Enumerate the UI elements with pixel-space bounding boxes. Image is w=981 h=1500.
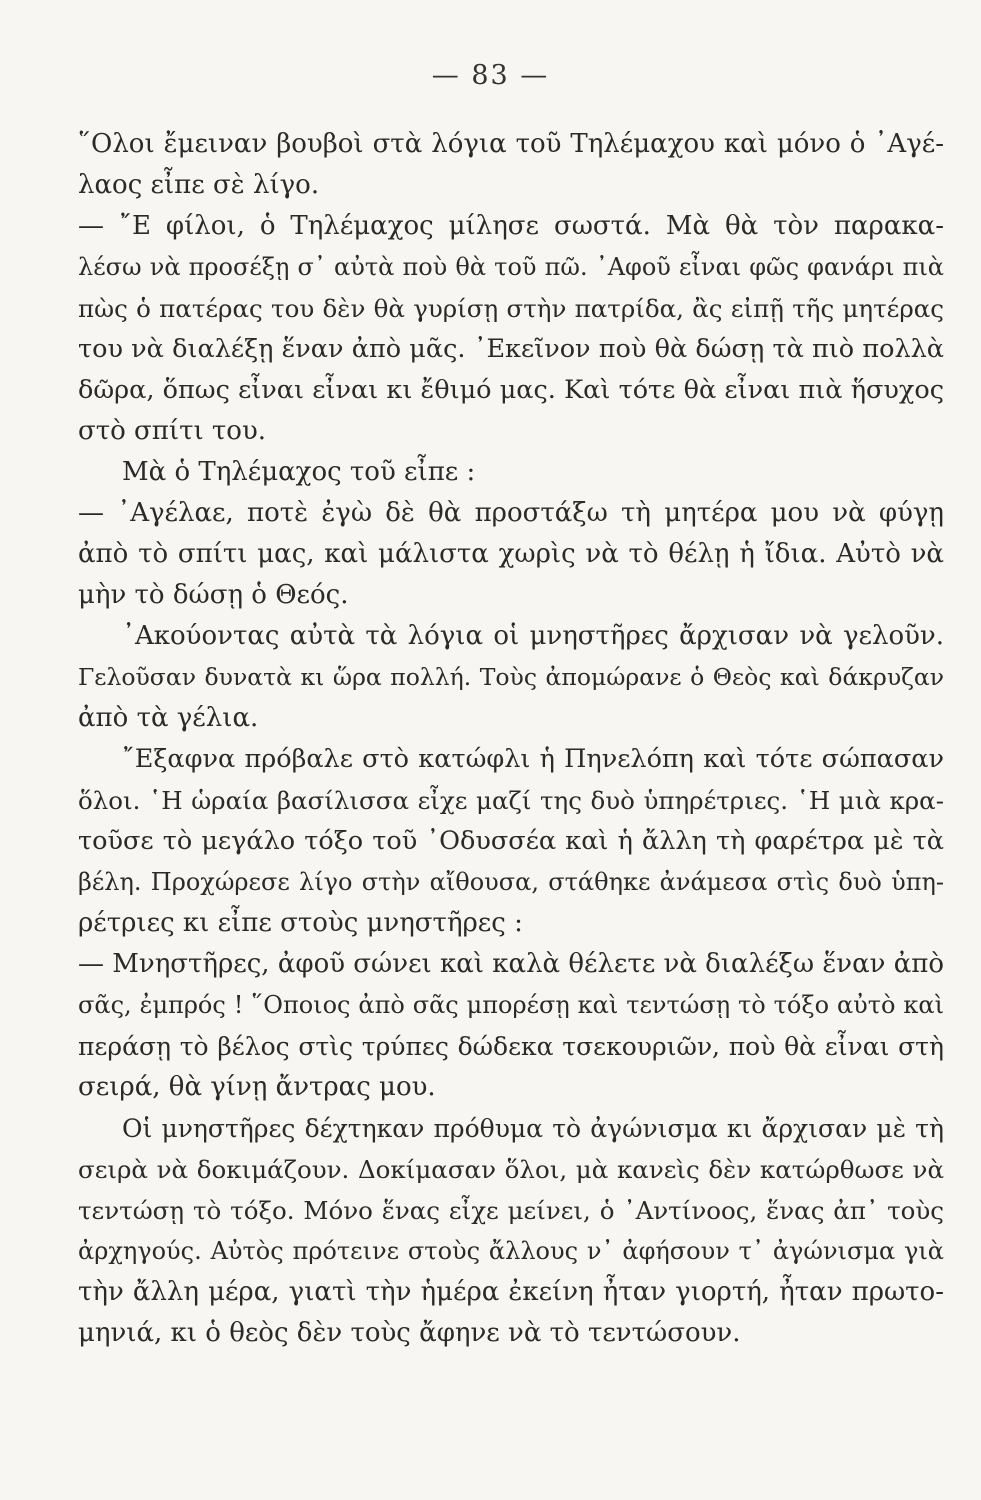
text-line: τοῦσε τὸ μεγάλο τόξο τοῦ ᾿Οδυσσέα καὶ ἡ ἄλλη τὴ φαρέτρα μὲ τὰ: [78, 826, 944, 856]
text-line: ῎Εξαφνα πρόβαλε στὸ κατώφλι ἡ Πηνελόπη καὶ τότε σώπασαν: [122, 744, 944, 774]
text-line: μηνιά, κι ὁ θεὸς δὲν τοὺς ἄφηνε νὰ τὸ τεντώσουν.: [78, 1318, 741, 1348]
text-line: λέσω νὰ προσέξῃ σ᾿ αὐτὰ ποὺ θὰ τοῦ πῶ. ᾿Αφοῦ εἶναι φῶς φανάρι πιὰ: [78, 253, 944, 281]
text-line: τεντώσῃ τὸ τόξο. Μόνο ἕνας εἶχε μείνει, ὁ ᾿Αντίνοος, ἕνας ἀπ᾿ τοὺς: [78, 1196, 944, 1225]
text-line: σειρὰ νὰ δοκιμάζουν. Δοκίμασαν ὅλοι, μὰ κανεὶς δὲν κατώρθωσε νὰ: [78, 1155, 944, 1184]
text-line: Γελοῦσαν δυνατὰ κι ὥρα πολλή. Τοὺς ἀπομώρανε ὁ Θεὸς καὶ δάκρυζαν: [78, 663, 944, 691]
text-line: του νὰ διαλέξῃ ἕναν ἀπὸ μᾶς. ᾿Εκεῖνον ποὺ θὰ δώσῃ τὰ πιὸ πολλὰ: [78, 334, 944, 364]
text-line: σειρά, θὰ γίνῃ ἄντρας μου.: [78, 1072, 436, 1102]
text-line: ἀπὸ τὸ σπίτι μας, καὶ μάλιστα χωρὶς νὰ τὸ θέλῃ ἡ ἴδια. Αὐτὸ νὰ: [78, 539, 944, 569]
text-line: — Μνηστῆρες, ἀφοῦ σώνει καὶ καλὰ θέλετε νὰ διαλέξω ἕναν ἀπὸ: [78, 949, 944, 979]
text-line: πὼς ὁ πατέρας του δὲν θὰ γυρίσῃ στὴν πατρίδα, ἂς εἰπῇ τῆς μητέρας: [78, 294, 944, 323]
text-line: μὴν τὸ δώσῃ ὁ Θεός.: [78, 580, 349, 610]
text-line: Οἱ μνηστῆρες δέχτηκαν πρόθυμα τὸ ἀγώνισμα κι ἄρχισαν μὲ τὴ: [122, 1114, 944, 1143]
text-line: λαος εἶπε σὲ λίγο.: [78, 170, 320, 200]
body-text: [78, 124, 944, 1354]
text-line: ἀρχηγούς. Αὐτὸς πρότεινε στοὺς ἄλλους ν᾿ ἀφήσουν τ᾿ ἀγώνισμα γιὰ: [78, 1237, 944, 1265]
text-line: περάσῃ τὸ βέλος στὶς τρύπες δώδεκα τσεκουριῶν, ποὺ θὰ εἶναι στὴ: [78, 1032, 944, 1061]
text-line: Μὰ ὁ Τηλέμαχος τοῦ εἶπε :: [122, 457, 476, 487]
page-number: — 83 —: [431, 60, 550, 91]
text-line: ᾿Ακούοντας αὐτὰ τὰ λόγια οἱ μνηστῆρες ἄρχισαν νὰ γελοῦν.: [122, 621, 944, 651]
text-line: ὅλοι. ῾Η ὡραία βασίλισσα εἶχε μαζί της δυὸ ὑπηρέτριες. ῾Η μιὰ κρα-: [78, 786, 944, 815]
text-line: — ῎Ε φίλοι, ὁ Τηλέμαχος μίλησε σωστά. Μὰ θὰ τὸν παρακα-: [78, 211, 944, 241]
text-line: τὴν ἄλλη μέρα, γιατὶ τὴν ἡμέρα ἐκείνη ἦταν γιορτή, ἦταν πρωτο-: [78, 1277, 944, 1307]
text-line: ῞Ολοι ἔμειναν βουβοὶ στὰ λόγια τοῦ Τηλέμαχου καὶ μόνο ὁ ᾿Αγέ-: [78, 129, 944, 159]
text-line: βέλη. Προχώρεσε λίγο στὴν αἴθουσα, στάθηκε ἀνάμεσα στὶς δυὸ ὑπη-: [78, 868, 944, 896]
text-line: ἀπὸ τὰ γέλια.: [78, 703, 259, 733]
text-line: — ᾿Αγέλαε, ποτὲ ἐγὼ δὲ θὰ προστάξω τὴ μητέρα μου νὰ φύγῃ: [78, 498, 944, 528]
text-line: ρέτριες κι εἶπε στοὺς μνηστῆρες :: [78, 908, 523, 938]
text-line: δῶρα, ὅπως εἶναι εἶναι κι ἔθιμό μας. Καὶ τότε θὰ εἶναι πιὰ ἥσυχος: [78, 375, 944, 405]
text-line: στὸ σπίτι του.: [78, 416, 267, 446]
text-line: σᾶς, ἐμπρός ! ῞Οποιος ἀπὸ σᾶς μπορέσῃ καὶ τεντώσῃ τὸ τόξο αὐτὸ καὶ: [78, 991, 944, 1019]
